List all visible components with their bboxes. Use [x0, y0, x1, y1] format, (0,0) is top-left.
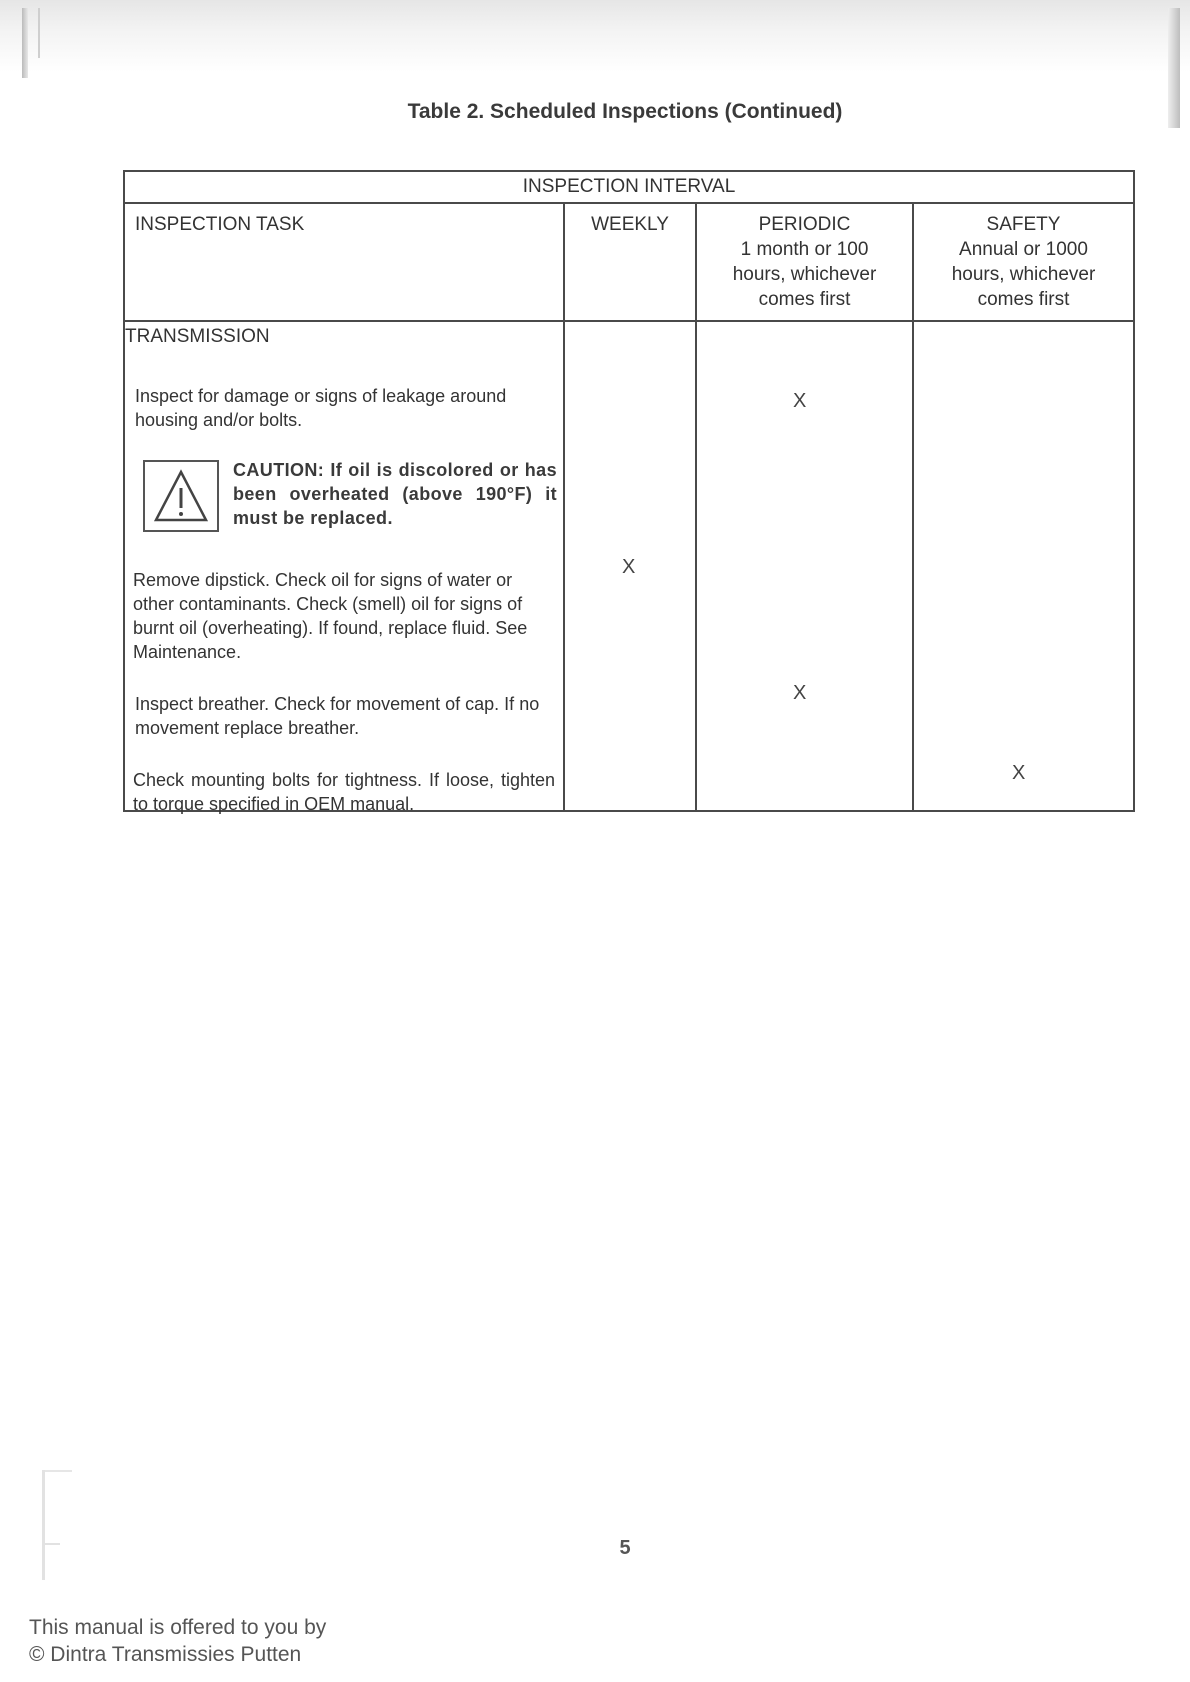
scan-mark: [42, 1470, 72, 1472]
caution-icon-box: [143, 460, 219, 532]
interval-header: INSPECTION INTERVAL: [124, 171, 1134, 203]
page-number: 5: [619, 1537, 631, 1559]
task-item: Inspect breather. Check for movement of cap. If no movement replace breather.: [135, 694, 540, 738]
periodic-column-header: [696, 203, 913, 321]
safety-interval-line: Annual or 1000: [959, 239, 1088, 260]
interval-mark: X: [1012, 762, 1026, 784]
periodic-interval-line: 1 month or 100: [740, 239, 869, 260]
scan-shadow: [0, 0, 1190, 72]
task-item: Check mounting bolts for tightness. If loose, tighten to torque specified in OEM manual.: [133, 770, 555, 814]
safety-column-label: SAFETY: [986, 214, 1061, 235]
caution-text: CAUTION: If oil is discolored or has been overheated (above 190°F) it must be replaced.: [233, 460, 557, 528]
weekly-cell: [564, 321, 696, 811]
footer-line: © Dintra Transmissies Putten: [29, 1643, 302, 1666]
inspection-table: [123, 170, 1135, 812]
interval-mark: X: [793, 390, 807, 412]
periodic-interval-line: hours, whichever: [732, 264, 877, 285]
table-title: Table 2. Scheduled Inspections (Continued): [407, 100, 843, 123]
task-item: Inspect for damage or signs of leakage around housing and/or bolts.: [135, 386, 507, 430]
task-column-label: INSPECTION TASK: [135, 214, 305, 235]
safety-interval-line: comes first: [977, 289, 1070, 310]
footer-line: This manual is offered to you by: [29, 1616, 327, 1639]
transmission-row: [124, 321, 1134, 811]
task-column-header: [124, 203, 564, 321]
weekly-column-label: WEEKLY: [591, 214, 669, 235]
task-item: Remove dipstick. Check oil for signs of water or other contaminants. Check (smell) oil for signs of burnt oil (overheating). If found, replace fluid. See Maintenance.: [133, 570, 528, 662]
periodic-interval-line: comes first: [758, 289, 851, 310]
periodic-column-label: PERIODIC: [758, 214, 851, 235]
interval-mark: X: [793, 682, 807, 704]
scan-mark: [42, 1470, 45, 1580]
column-header-row: [124, 203, 1134, 321]
section-label: TRANSMISSION: [125, 326, 270, 347]
task-cell: [124, 321, 564, 814]
caution-note: [143, 458, 555, 548]
scan-edge-left: [22, 8, 28, 78]
scan-edge-left-line: [38, 8, 40, 58]
weekly-column-header: [564, 203, 696, 321]
footer-credit: [29, 1614, 326, 1668]
safety-interval-line: hours, whichever: [951, 264, 1096, 285]
interval-header-row: [124, 171, 1134, 203]
safety-cell: [913, 321, 1134, 811]
periodic-cell: [696, 321, 913, 811]
safety-column-header: [913, 203, 1134, 321]
warning-triangle-icon: [153, 468, 209, 524]
interval-mark: X: [622, 556, 636, 578]
